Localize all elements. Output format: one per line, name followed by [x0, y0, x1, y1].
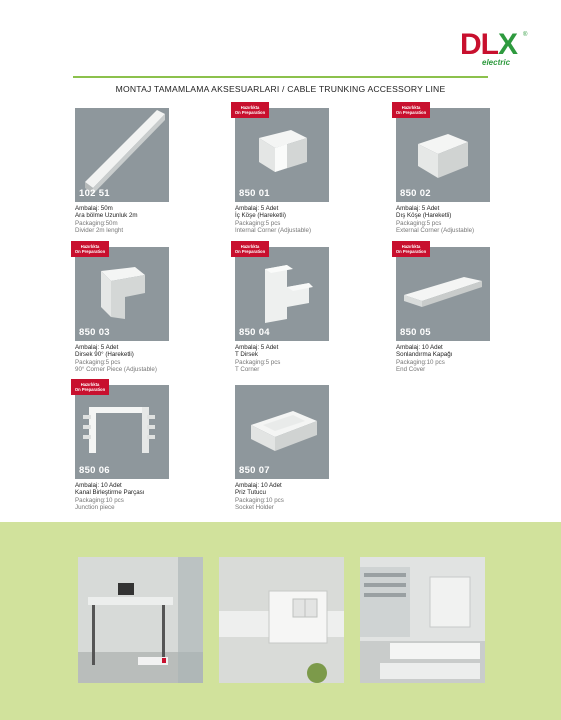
on-preparation-badge [231, 102, 269, 118]
packaging-tr: Ambalaj: 5 Adet [75, 344, 119, 351]
product-code: 850 05 [400, 327, 431, 338]
product-code: 850 03 [79, 327, 110, 338]
product-code: 850 06 [79, 465, 110, 476]
product-name-en: End Cover [396, 366, 426, 374]
page-title: MONTAJ TAMAMLAMA AKSESUARLARI / CABLE TRUNKING ACCESSORY LINE [115, 84, 446, 94]
product-photo [75, 385, 169, 479]
packaging-en: Packaging:5 pcs [396, 219, 442, 227]
dlx-logo [460, 30, 530, 74]
badge-tr: Hazırlıkta [80, 382, 100, 387]
badge-en: On Preparation [234, 249, 266, 254]
packaging-tr: Ambalaj: 10 Adet [75, 482, 122, 489]
packaging-en: Packaging:10 pcs [75, 496, 124, 504]
badge-en: On Preparation [74, 387, 106, 392]
product-description [396, 344, 452, 374]
on-preparation-badge [392, 241, 430, 257]
product-name-tr: Ara bölme Uzunluk 2m [75, 212, 138, 220]
packaging-en: Packaging:10 pcs [396, 358, 445, 366]
product-description [235, 205, 311, 235]
product-photo [235, 385, 329, 479]
product-photo [235, 247, 329, 341]
product-photo [396, 108, 490, 202]
on-preparation-badge [392, 102, 430, 118]
product-photo [396, 247, 490, 341]
packaging-tr: Ambalaj: 5 Adet [235, 344, 279, 351]
badge-en: On Preparation [234, 110, 266, 115]
product-name-en: External Corner (Adjustable) [396, 227, 475, 235]
logo-x: X [498, 28, 518, 61]
header-rule [73, 76, 488, 78]
on-preparation-badge [71, 379, 109, 395]
product-description [75, 205, 138, 235]
packaging-en: Packaging:5 pcs [235, 219, 281, 227]
badge-tr: Hazırlıkta [401, 105, 421, 110]
badge-en: On Preparation [74, 249, 106, 254]
product-code: 102 51 [79, 188, 110, 199]
product-name-en: 90° Corner Piece (Adjustable) [75, 366, 157, 374]
badge-tr: Hazırlıkta [240, 105, 260, 110]
packaging-en: Packaging:10 pcs [235, 496, 284, 504]
server-room-photo [360, 557, 485, 683]
product-photo [75, 108, 169, 202]
product-code: 850 07 [239, 465, 270, 476]
packaging-tr: Ambalaj: 10 Adet [396, 344, 443, 351]
badge-tr: Hazırlıkta [80, 244, 100, 249]
packaging-tr: Ambalaj: 5 Adet [235, 205, 279, 212]
logo-main: DL [460, 28, 498, 61]
product-photo [75, 247, 169, 341]
office-desk-photo [78, 557, 203, 683]
packaging-tr: Ambalaj: 5 Adet [396, 205, 440, 212]
product-name-tr: Kanal Birleştirme Parçası [75, 489, 145, 497]
logo-registered: ® [523, 32, 528, 38]
on-preparation-badge [231, 241, 269, 257]
badge-en: On Preparation [395, 249, 427, 254]
product-name-tr: Sonlandırma Kapağı [396, 351, 453, 359]
product-name-tr: Dirsek 90° (Hareketli) [75, 351, 134, 359]
wall-switch-photo [219, 557, 344, 683]
product-code: 850 02 [400, 188, 431, 199]
badge-tr: Hazırlıkta [401, 244, 421, 249]
product-description [75, 344, 157, 374]
product-name-en: T Corner [235, 366, 260, 374]
packaging-en: Packaging:5 pcs [75, 358, 121, 366]
badge-en: On Preparation [395, 110, 427, 115]
product-name-tr: Dış Köşe (Hareketli) [396, 212, 452, 220]
product-description [235, 344, 280, 374]
product-code: 850 01 [239, 188, 270, 199]
product-name-tr: İç Köşe (Hareketli) [235, 212, 286, 220]
product-name-en: Internal Corner (Adjustable) [235, 227, 312, 235]
office-scene-icon [78, 557, 203, 683]
packaging-tr: Ambalaj: 10 Adet [235, 482, 282, 489]
product-name-tr: Priz Tutucu [235, 489, 266, 497]
logo-subtitle: electric [482, 58, 511, 67]
product-description [75, 482, 144, 512]
product-code: 850 04 [239, 327, 270, 338]
packaging-tr: Ambalaj: 50m [75, 205, 113, 212]
product-name-en: Socket Holder [235, 504, 274, 512]
badge-tr: Hazırlıkta [240, 244, 260, 249]
product-name-en: Junction piece [75, 504, 115, 512]
product-description [235, 482, 284, 512]
switch-trunking-icon [219, 557, 344, 683]
packaging-en: Packaging:50m [75, 219, 118, 227]
product-description [396, 205, 474, 235]
on-preparation-badge [71, 241, 109, 257]
server-room-icon [360, 557, 485, 683]
product-name-tr: T Dirsek [235, 351, 258, 359]
product-photo [235, 108, 329, 202]
packaging-en: Packaging:5 pcs [235, 358, 281, 366]
product-name-en: Divider 2m lenght [75, 227, 124, 235]
